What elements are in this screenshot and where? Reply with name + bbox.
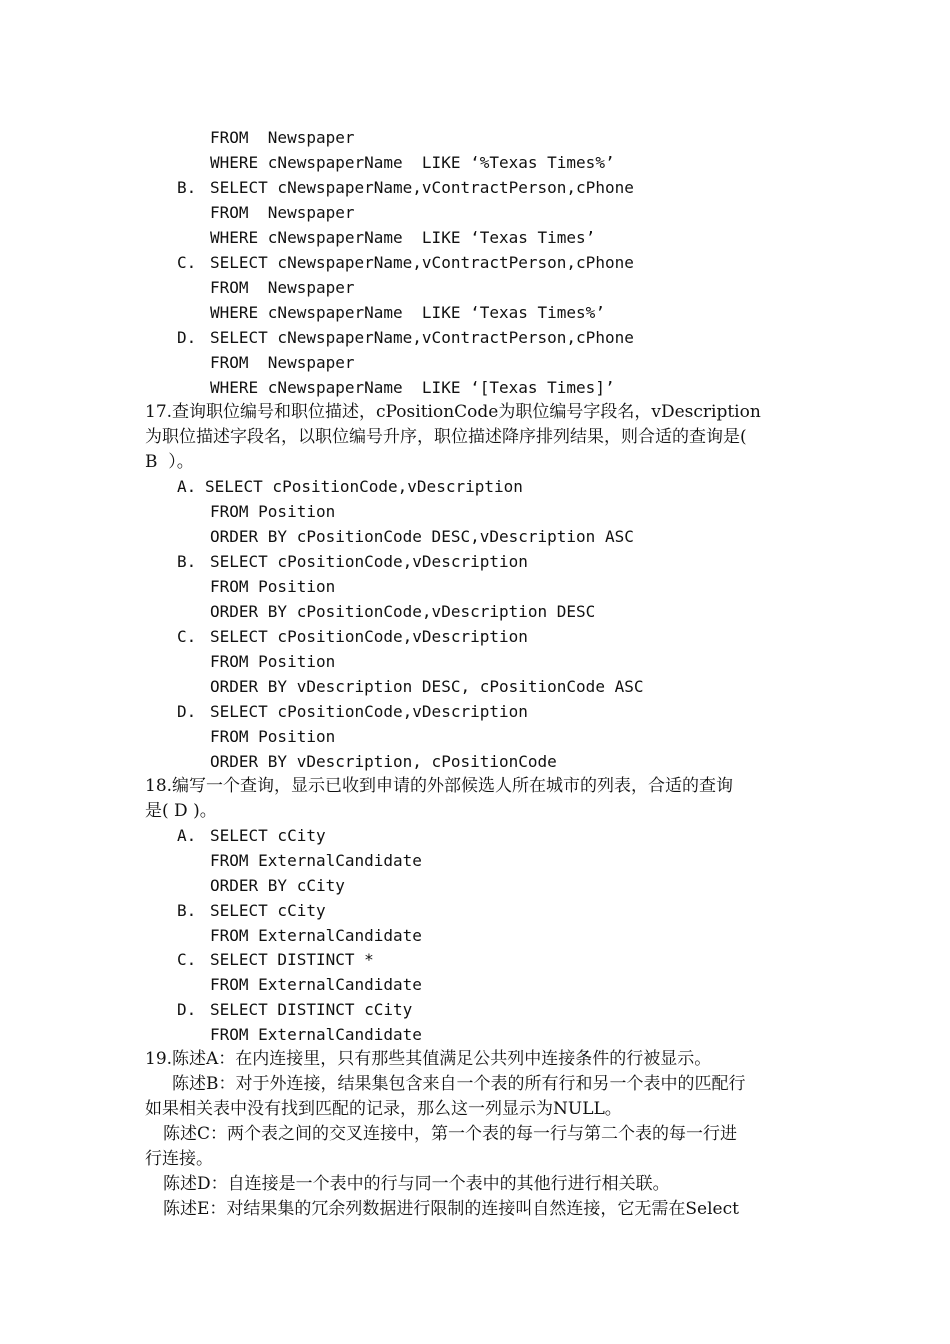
q16-c-from: FROM Newspaper [210, 278, 355, 297]
q17-b-select: SELECT cPositionCode,vDescription [210, 552, 528, 571]
q17-d-order: ORDER BY vDescription, cPositionCode [210, 752, 557, 771]
q18-c-label: C. [177, 950, 197, 969]
q18-c-from: FROM ExternalCandidate [210, 975, 422, 994]
q18-b-select: SELECT cCity [210, 901, 326, 920]
q19-statement-d: 陈述D：自连接是一个表中的行与同一个表中的其他行进行相关联。 [163, 1174, 670, 1194]
q19-statement-e: 陈述E：对结果集的冗余列数据进行限制的连接叫自然连接，它无需在Select [163, 1199, 739, 1219]
q17-d-select: SELECT cPositionCode,vDescription [210, 702, 528, 721]
q16-d-label: D. [177, 328, 197, 347]
q18-a-select: SELECT cCity [210, 826, 326, 845]
q18-a-label: A. [177, 826, 197, 845]
q17-b-order: ORDER BY cPositionCode,vDescription DESC [210, 602, 596, 621]
q18-b-from: FROM ExternalCandidate [210, 926, 422, 945]
q16-d-select: SELECT cNewspaperName,vContractPerson,cPhone [210, 328, 634, 347]
q17-d-from: FROM Position [210, 727, 336, 746]
q17-stem-line3: B ）。 [145, 452, 194, 472]
q16-a-where: WHERE cNewspaperName LIKE ‘%Texas Times%’ [210, 153, 615, 172]
q17-c-order: ORDER BY vDescription DESC, cPositionCode ASC [210, 677, 644, 696]
q19-statement-b-line1: 陈述B：对于外连接，结果集包含来自一个表的所有行和另一个表中的匹配行 [172, 1074, 746, 1094]
q17-b-label: B. [177, 552, 197, 571]
q17-a-select: SELECT cPositionCode,vDescription [205, 477, 523, 496]
q18-d-from: FROM ExternalCandidate [210, 1025, 422, 1044]
q17-b-from: FROM Position [210, 577, 336, 596]
q16-c-where: WHERE cNewspaperName LIKE ‘Texas Times%’ [210, 303, 605, 322]
q16-c-select: SELECT cNewspaperName,vContractPerson,cPhone [210, 253, 634, 272]
q16-b-label: B. [177, 178, 197, 197]
q17-stem-line2: 为职位描述字段名，以职位编号升序，职位描述降序排列结果，则合适的查询是( [145, 427, 747, 447]
q18-d-select: SELECT DISTINCT cCity [210, 1000, 413, 1019]
q16-b-from: FROM Newspaper [210, 203, 355, 222]
q17-c-label: C. [177, 627, 197, 646]
q19-statement-a: 19.陈述A：在内连接里，只有那些其值满足公共列中连接条件的行被显示。 [145, 1049, 712, 1069]
q19-statement-c-line2: 行连接。 [145, 1149, 213, 1169]
q17-c-select: SELECT cPositionCode,vDescription [210, 627, 528, 646]
q18-stem-line2: 是( D )。 [145, 801, 217, 821]
q17-c-from: FROM Position [210, 652, 336, 671]
q18-stem-line1: 18.编写一个查询，显示已收到申请的外部候选人所在城市的列表，合适的查询 [145, 776, 734, 796]
q18-b-label: B. [177, 901, 197, 920]
q19-statement-c-line1: 陈述C：两个表之间的交叉连接中，第一个表的每一行与第二个表的每一行进 [163, 1124, 738, 1144]
q16-b-select: SELECT cNewspaperName,vContractPerson,cPhone [210, 178, 634, 197]
q17-stem-line1: 17.查询职位编号和职位描述，cPositionCode为职位编号字段名，vDescription [145, 402, 761, 422]
q16-b-where: WHERE cNewspaperName LIKE ‘Texas Times’ [210, 228, 596, 247]
q18-a-from: FROM ExternalCandidate [210, 851, 422, 870]
q16-d-where: WHERE cNewspaperName LIKE ‘[Texas Times]’ [210, 378, 615, 397]
q18-a-order: ORDER BY cCity [210, 876, 345, 895]
q17-d-label: D. [177, 702, 197, 721]
q19-statement-b-line2: 如果相关表中没有找到匹配的记录，那么这一列显示为NULL。 [145, 1099, 622, 1119]
q16-c-label: C. [177, 253, 197, 272]
q16-d-from: FROM Newspaper [210, 353, 355, 372]
q17-a-order: ORDER BY cPositionCode DESC,vDescription ASC [210, 527, 634, 546]
q18-c-select: SELECT DISTINCT * [210, 950, 374, 969]
q18-d-label: D. [177, 1000, 197, 1019]
q17-a-label: A. [177, 477, 197, 496]
q17-a-from: FROM Position [210, 502, 336, 521]
q16-a-from: FROM Newspaper [210, 128, 355, 147]
